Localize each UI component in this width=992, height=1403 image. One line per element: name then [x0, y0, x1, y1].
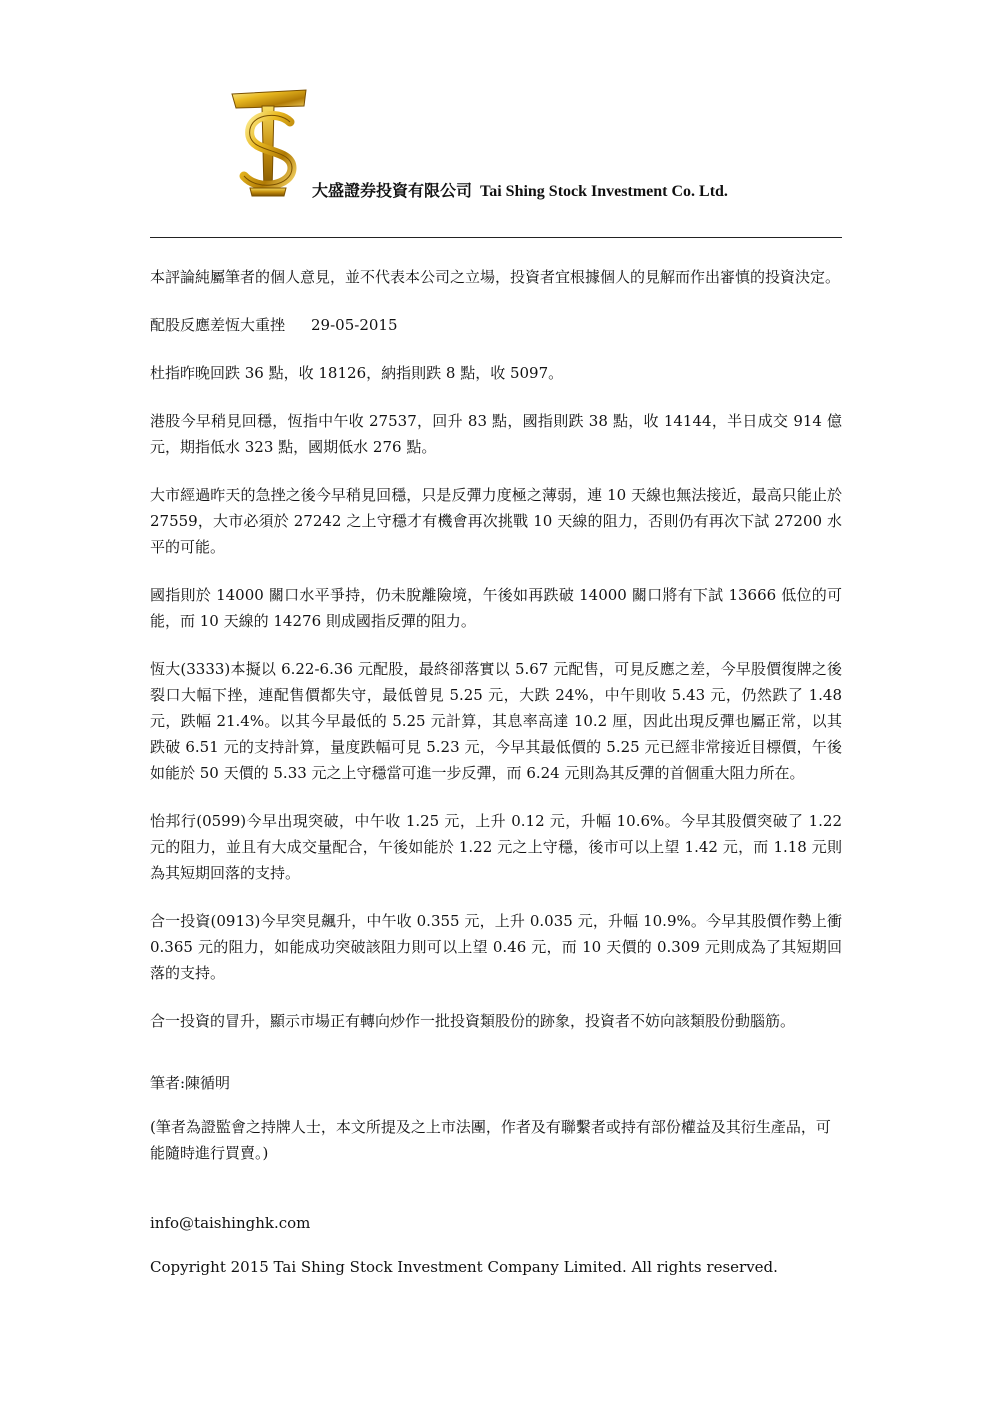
- paragraph-6: 怡邦行(0599)今早出現突破，中午收 1.25 元，上升 0.12 元，升幅 10.6%。今早其股價突破了 1.22 元的阻力，並且有大成交量配合，午後如能於 1.22 元之上守穩，後市可以上望 1.42 元，而 1.18 元則為其短期回落的支持。: [150, 812, 842, 882]
- paragraph-8: 合一投資的冒升，顯示市場正有轉向炒作一批投資類股份的跡象，投資者不妨向該類股份動腦筋。: [150, 1012, 796, 1030]
- article-body: [150, 264, 842, 1280]
- paragraph-7: 合一投資(0913)今早突見飆升，中午收 0.355 元，上升 0.035 元，升幅 10.9%。今早其股價作勢上衝 0.365 元的阻力，如能成功突破該阻力則可以上望 0.46 元，而 10 天價的 0.309 元則成為了其短期回落的支持。: [150, 912, 842, 982]
- author-disclaimer: (筆者為證監會之持牌人士，本文所提及之上市法團，作者及有聯繫者或持有部份權益及其衍生產品，可能隨時進行買賣。): [150, 1118, 831, 1162]
- company-name-en: Tai Shing Stock Investment Co. Ltd.: [480, 183, 728, 200]
- article-date: 29-05-2015: [311, 316, 398, 334]
- paragraph-3: 大市經過昨天的急挫之後今早稍見回穩，只是反彈力度極之薄弱，連 10 天線也無法接近，最高只能止於 27559，大市必須於 27242 之上守穩才有機會再次挑戰 10 天線的阻力，否則仍有再次下試 27200 水平的可能。: [150, 486, 842, 556]
- author-line: 筆者:陳循明: [150, 1074, 231, 1092]
- paragraph-2: 港股今早稍見回穩，恆指中午收 27537，回升 83 點，國指則跌 38 點，收 14144，半日成交 914 億元，期指低水 323 點，國期低水 276 點。: [150, 412, 842, 456]
- paragraph-1: 杜指昨晚回跌 36 點，收 18126，納指則跌 8 點，收 5097。: [150, 364, 564, 382]
- contact-email-link[interactable]: info@taishinghk.com: [150, 1214, 311, 1232]
- copyright-notice: Copyright 2015 Tai Shing Stock Investment Company Limited. All rights reserved.: [150, 1258, 778, 1276]
- disclaimer-text: 本評論純屬筆者的個人意見，並不代表本公司之立場，投資者宜根據個人的見解而作出審慎的投資決定。: [150, 268, 841, 286]
- header-divider: [150, 237, 842, 238]
- company-name: [312, 178, 728, 201]
- company-logo: [228, 88, 310, 198]
- article-title-line: [150, 312, 842, 338]
- paragraph-5: 恆大(3333)本擬以 6.22-6.36 元配股，最終卻落實以 5.67 元配售，可見反應之差，今早股價復牌之後裂口大幅下挫，連配售價都失守，最低曾見 5.25 元，大跌 24%，中午則收 5.43 元，仍然跌了 1.48 元，跌幅 21.4%。以其今早最低的 5.25 元計算，其息率高達 10.2 厘，因此出現反彈也屬正常，以其跌破 6.51 元的支持計算，量度跌幅可見 5.23 元，今早其最低價的 5.25 元已經非常接近目標價，午後如能於 50 天價的 5.33 元之上守穩當可進一步反彈，而 6.24 元則為其反彈的首個重大阻力所在。: [150, 660, 842, 782]
- article-title: 配股反應差恆大重挫: [150, 316, 286, 334]
- paragraph-4: 國指則於 14000 關口水平爭持，仍未脫離險境，午後如再跌破 14000 關口將有下試 13666 低位的可能，而 10 天線的 14276 則成國指反彈的阻力。: [150, 586, 842, 630]
- company-name-zh: 大盛證券投資有限公司: [312, 181, 473, 200]
